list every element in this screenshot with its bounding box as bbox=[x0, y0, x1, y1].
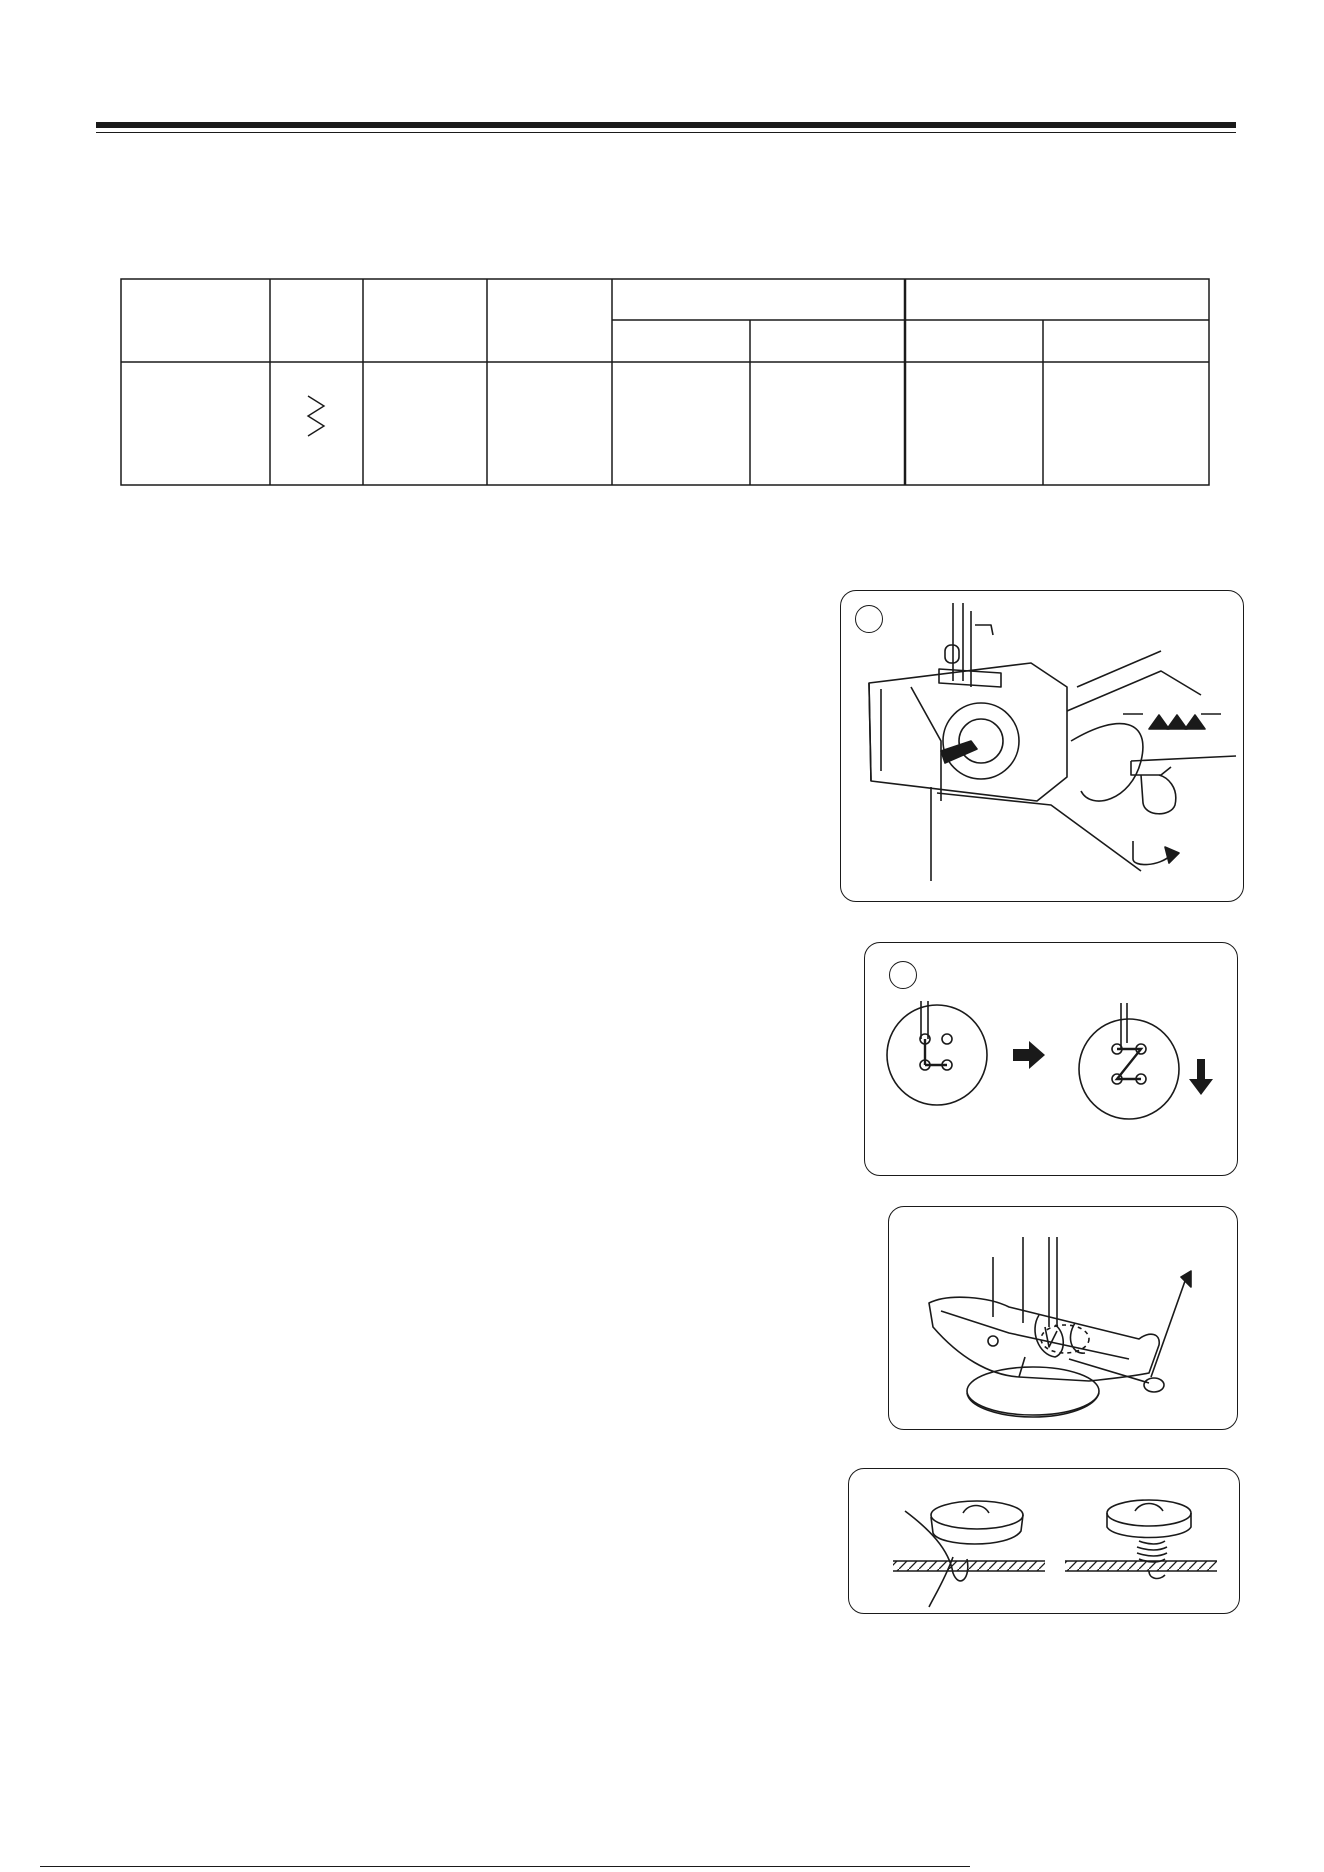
settings-table bbox=[120, 278, 1210, 488]
header-rule-thin bbox=[96, 132, 1236, 133]
thread-shank-icon bbox=[849, 1469, 1239, 1613]
figure-feed-dog-lever bbox=[840, 590, 1244, 902]
arrow-down-icon bbox=[1189, 1059, 1213, 1095]
arrow-right-icon bbox=[1013, 1041, 1045, 1069]
figure-button-stitch-sequence bbox=[864, 942, 1238, 1176]
figure-thread-pull bbox=[888, 1206, 1238, 1430]
figure-marker-1 bbox=[855, 605, 883, 633]
button-holes-icon bbox=[865, 943, 1237, 1175]
figure-button-shank bbox=[848, 1468, 1240, 1614]
header-rule-thick bbox=[96, 122, 1236, 128]
figure-marker-2 bbox=[889, 961, 917, 989]
feed-dog-lowered-icon bbox=[841, 591, 1243, 901]
presser-foot-button-icon bbox=[889, 1207, 1237, 1429]
footer-rule bbox=[40, 1866, 970, 1867]
settings-table-grid bbox=[120, 278, 1210, 488]
zigzag-stitch-icon bbox=[308, 396, 324, 436]
